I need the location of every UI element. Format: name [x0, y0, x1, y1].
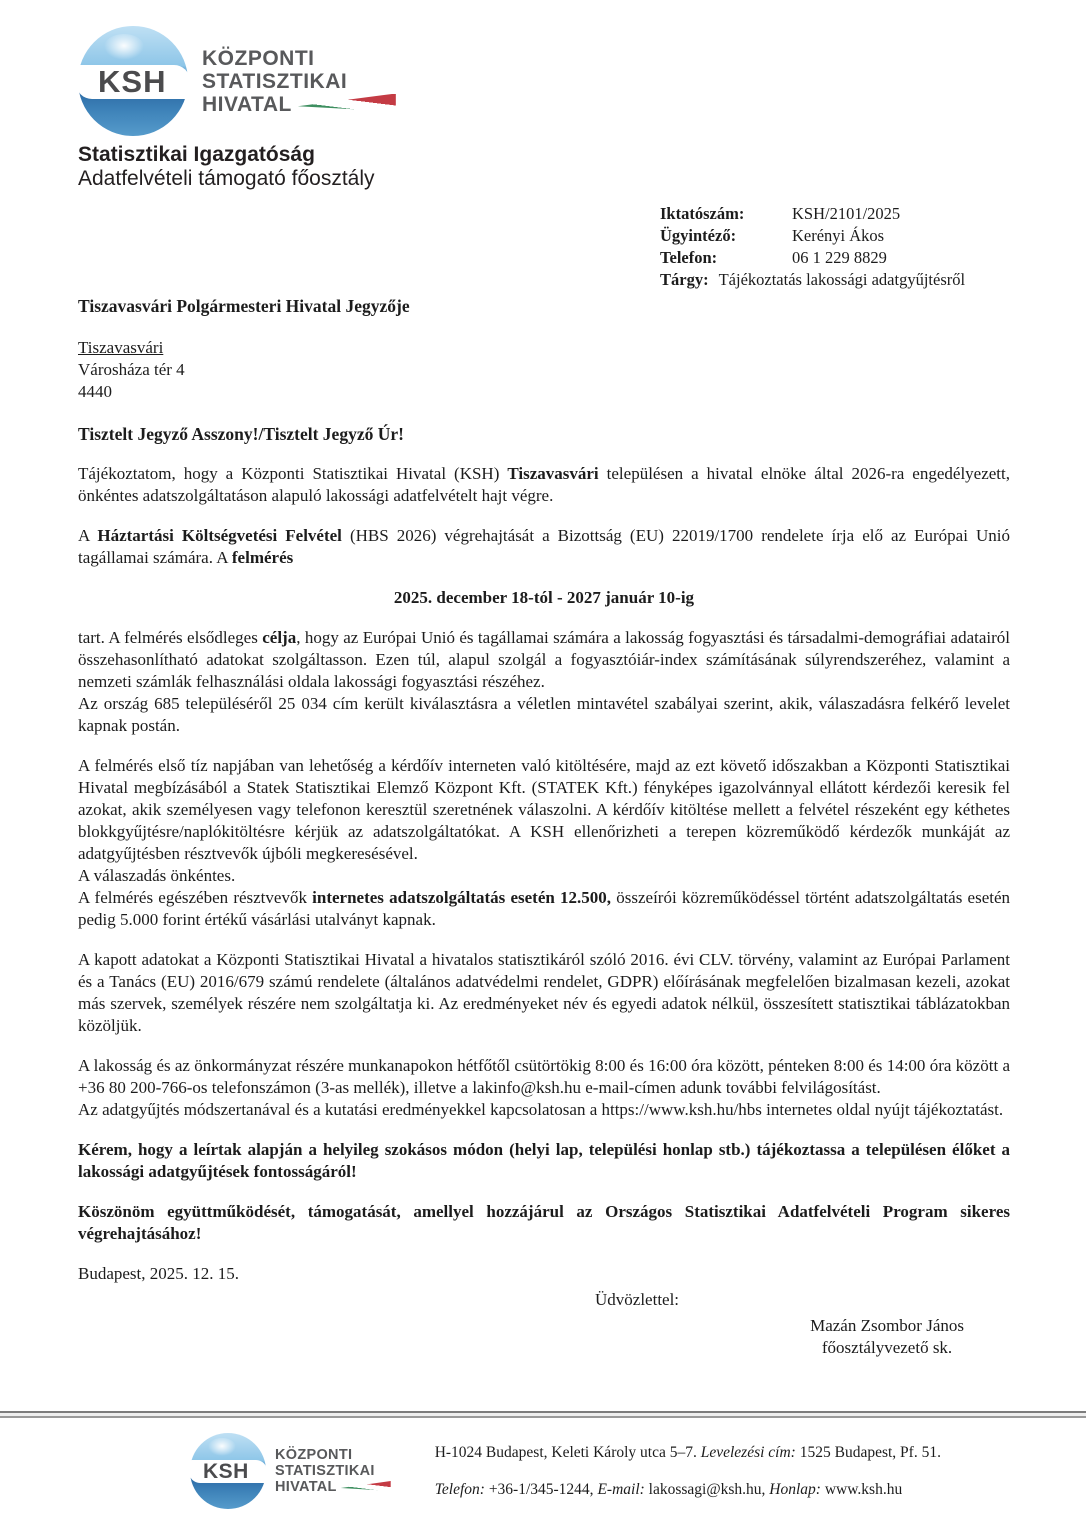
meta-label: Tárgy:: [660, 270, 709, 289]
letterhead: [78, 26, 1010, 191]
ksh-footer-logo-icon: [190, 1433, 266, 1509]
wordmark-line-3: HIVATAL: [202, 93, 292, 116]
letter-meta-block: [660, 203, 1010, 291]
closing-block: [78, 1263, 1010, 1359]
footer: [0, 1418, 1086, 1509]
meta-value: KSH/2101/2025: [792, 204, 901, 223]
department-name: Adatfelvételi támogató főosztály: [78, 167, 375, 190]
recipient-name: Tiszavasvári Polgármesteri Hivatal Jegyzője: [78, 296, 410, 316]
signer-name: Mazán Zsombor János: [810, 1316, 964, 1335]
meta-row-targy: [660, 269, 1010, 291]
wordmark-line-2: STATISZTIKAI: [275, 1463, 375, 1479]
paragraph-fieldwork: A felmérés első tíz napjában van lehetőség a kérdőív interneten való kitöltésére, majd az ezt követő időszakban a Központi Statisztikai Hivatal megbízásából a Statek Statisztikai Elemző Központ Kft. (STATEK Kft.) fényképes igazolvánnyal ellátott kérdezői keresik fel azokat, akik személyesen vagy telefonon keresztül szeretnének válaszolni. A kérdőív kitöltése mellett a felvétel részeként egy kéthetes blokkgyűjtésre/naplókitöltésre kérjük az adatszolgáltatókat. A KSH ellenőrizheti a terepen közreműködő kérdezők munkáját az adatgyűjtésben résztvevők újbóli megkeresésével.: [78, 756, 1010, 863]
place-and-date: Budapest, 2025. 12. 15.: [78, 1264, 240, 1283]
paragraph-hbs: A Háztartási Költségvetési Felvétel (HBS 2026) végrehajtását a Bizottság (EU) 22019/1700 rendelete írja elő az Európai Unió tagállamai számára. A felmérés: [78, 526, 1010, 567]
footer-address-line: H-1024 Budapest, Keleti Károly utca 5–7. Levelezési cím: 1525 Budapest, Pf. 51.: [434, 1444, 941, 1461]
paragraph-request: Kérem, hogy a leírtak alapján a helyileg szokásos módon (helyi lap, települési honlap stb.) tájékoztassa a településen élőket a lakossági adatgyűjtések fontosságáról!: [78, 1140, 1010, 1181]
meta-value: Tájékoztatás lakossági adatgyűjtésről: [718, 270, 966, 289]
meta-row-ugyintezo: [660, 225, 1010, 247]
footer-phone-line: Telefon: +36-1/345-1244, E-mail: lakossagi@ksh.hu, Honlap: www.ksh.hu: [434, 1481, 903, 1498]
logo-ksh-text: KSH: [98, 64, 167, 99]
logo-ksh-text: KSH: [203, 1459, 249, 1483]
wordmark-line-1: KÖZPONTI: [202, 47, 315, 70]
salutation: Tisztelt Jegyző Asszony!/Tisztelt Jegyző Úr!: [78, 424, 404, 444]
paragraph-gdpr: A kapott adatokat a Központi Statisztikai Hivatal a hivatalos statisztikáról szóló 2016. évi CLV. törvény, valamint az Európai Parlament és a Tanács (EU) 2016/679 számú rendelete (általános adatvédelmi rendelet, GDPR) előírásának megfelelően bizalmasan kezeli, azokat más szervek, személyek részére nem szolgáltatja ki. Az eredményeket név és egyedi adatok nélkül, összesített statisztikai táblázatokban közöljük.: [78, 950, 1010, 1035]
paragraph-goal: tart. A felmérés elsődleges célja, hogy az Európai Unió és tagállamai számára a lakosság fogyasztási és társadalmi-demográfiai adatairól összehasonlítható adatokat szolgáltasson. Ezen túl, alapul szolgál a fogyasztóiár-index számításának súlyrendszeréhez, valamint a nemzeti számlák felhasználási oldala lakossági fogyasztási részéhez.: [78, 628, 1010, 691]
footer-divider: [0, 1411, 1086, 1418]
recipient-block: [78, 295, 1010, 403]
wordmark-line-1: KÖZPONTI: [275, 1447, 353, 1463]
meta-label: Ügyintéző:: [660, 226, 737, 245]
page-footer-area: [0, 1411, 1086, 1509]
signature-block: [810, 1315, 964, 1359]
recipient-city: Tiszavasvári: [78, 338, 164, 357]
meta-value: Kerényi Ákos: [792, 226, 885, 245]
hungarian-flag-wedge-icon: [298, 94, 396, 116]
regards: Üdvözlettel:: [595, 1290, 680, 1309]
paragraph-thanks: Köszönöm együttműködését, támogatását, amellyel hozzájárul az Országos Statisztikai Adatfelvételi Program sikeres végrehajtásához!: [78, 1202, 1010, 1243]
paragraph-contact: A lakosság és az önkormányzat részére munkanapokon hétfőtől csütörtökig 8:00 és 16:00 óra között, pénteken 8:00 és 14:00 óra között a +36 80 200-766-os telefonszámon (3-as mellék), illetve a lakinfo@ksh.hu e-mail-címen adunk további felvilágosítást.: [78, 1056, 1010, 1097]
recipient-street: Városháza tér 4: [78, 360, 185, 379]
wordmark-line-2: STATISZTIKAI: [202, 70, 348, 93]
paragraph-intro: Tájékoztatom, hogy a Központi Statisztikai Hivatal (KSH) Tiszavasvári településen a hivatal elnöke által 2026-ra engedélyezett, önkéntes adatszolgáltatáson alapuló lakossági adatfelvételt hajt végre.: [78, 464, 1011, 505]
paragraph-method: Az adatgyűjtés módszertanával és a kutatási eredményekkel kapcsolatosan a https://www.ksh.hu/hbs internetes oldal nyújt tájékoztatást.: [78, 1100, 1004, 1119]
meta-row-telefon: [660, 247, 1010, 269]
footer-contact-block: [435, 1443, 941, 1500]
wordmark-line-3: HIVATAL: [275, 1479, 337, 1495]
letter-body: [78, 463, 1010, 1245]
logo-gloss-highlight: [104, 34, 144, 60]
meta-label: Iktatószám:: [660, 204, 745, 223]
paragraph-sample: Az ország 685 településéről 25 034 cím került kiválasztásra a véletlen mintavétel szabályai szerint, akik, válaszadásra felkérő levelet kapnak postán.: [78, 694, 1010, 735]
meta-value: 06 1 229 8829: [792, 248, 887, 267]
hungarian-flag-wedge-icon: [341, 1481, 391, 1493]
ksh-wordmark: [202, 47, 396, 116]
paragraph-incentive: A felmérés egészében résztvevők internetes adatszolgáltatás esetén 12.500, összeírói közreműködéssel történt adatszolgáltatás esetén pedig 5.000 forint értékű vásárlási utalványt kapnak.: [78, 888, 1011, 929]
paragraph-voluntary: A válaszadás önkéntes.: [78, 866, 236, 885]
logo-gloss-highlight: [208, 1438, 236, 1456]
meta-row-iktatoszam: [660, 203, 1010, 225]
meta-label: Telefon:: [660, 248, 718, 267]
directorate-name: Statisztikai Igazgatóság: [78, 143, 315, 166]
ksh-logo-icon: [78, 26, 188, 136]
signer-title: főosztályvezető sk.: [821, 1338, 953, 1357]
survey-period-heading: 2025. december 18-tól - 2027 január 10-ig: [393, 588, 695, 607]
recipient-postcode: 4440: [78, 382, 112, 401]
ksh-footer-wordmark: [275, 1447, 391, 1495]
